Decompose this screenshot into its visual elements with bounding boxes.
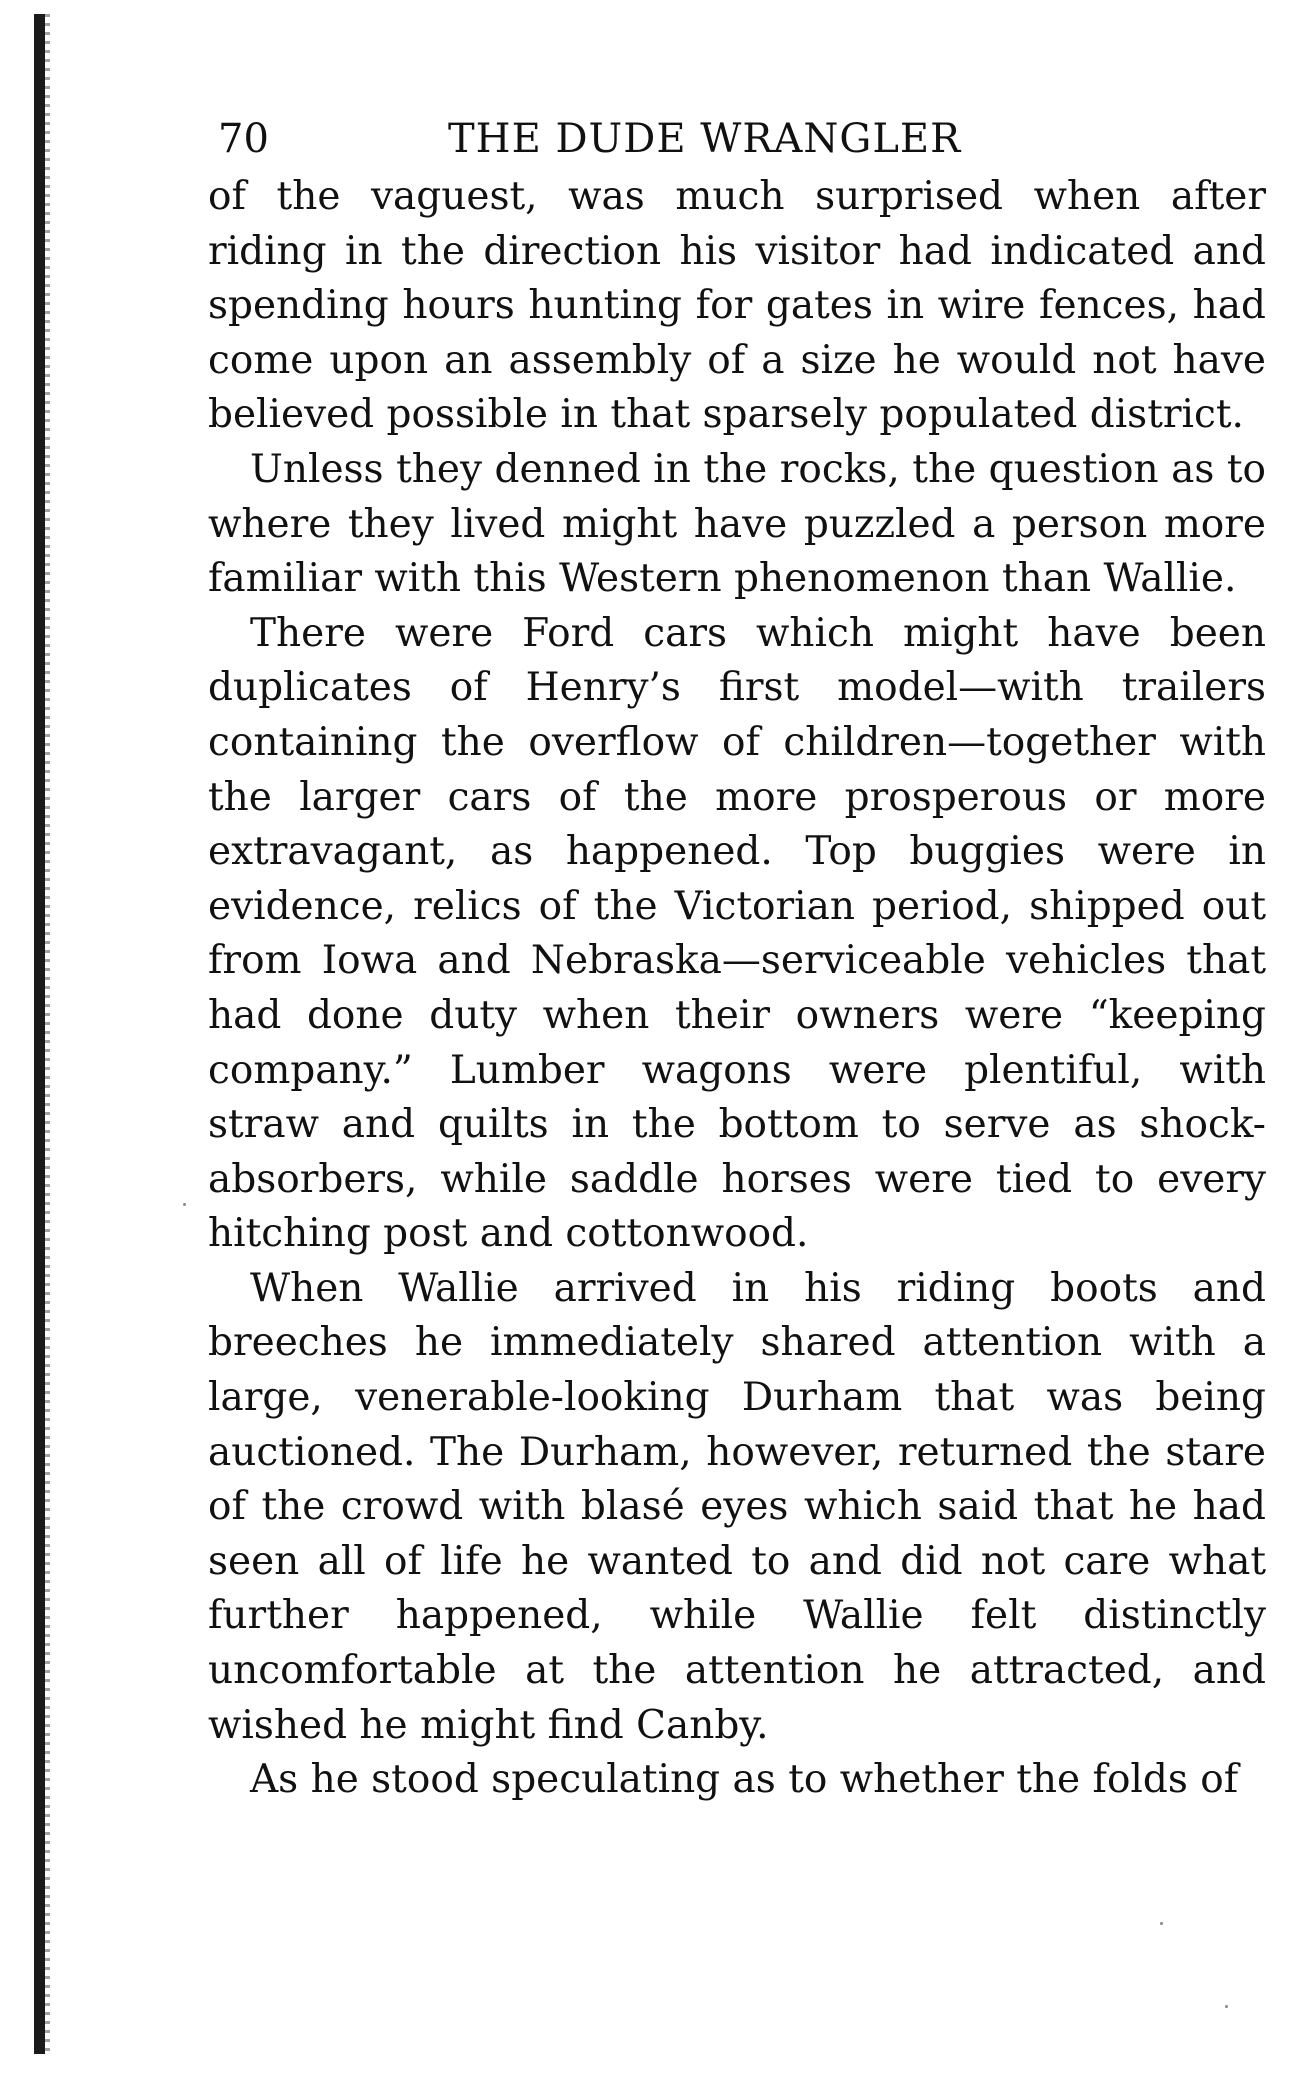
page-binding-edge: [34, 14, 45, 2054]
page-binding-shadow: [45, 14, 50, 2054]
running-title: THE DUDE WRANGLER: [448, 116, 962, 162]
page-number: 70: [218, 116, 269, 162]
print-speck: [1160, 1922, 1163, 1925]
body-text: [208, 170, 1266, 1808]
book-page: [208, 108, 1268, 1808]
paragraph: Unless they denned in the rocks, the question as to where they lived might have puzzled a person more familiar with this Western phenomenon than Wallie.: [208, 446, 1266, 602]
print-speck: [183, 1203, 186, 1206]
running-head: [208, 108, 1268, 170]
print-speck: [1225, 2005, 1228, 2008]
paragraph: of the vaguest, was much surprised when after riding in the direction his visitor had indicated and spending hours hunting for gates in wire fences, had come upon an assembly of a size he would not have believed possible in that sparsely populated district.: [208, 174, 1266, 438]
paragraph: When Wallie arrived in his riding boots and breeches he immediately shared attention with a large, venerable-looking Durham that was being auctioned. The Durham, however, returned the stare of the crowd with blasé eyes which said that he had seen all of life he wanted to and did not care what further happened, while Wallie felt distinctly uncomfortable at the attention he attracted, and wished he might find Canby.: [208, 1265, 1266, 1748]
paragraph: As he stood speculating as to whether the folds of: [250, 1757, 1239, 1803]
paragraph: There were Ford cars which might have been duplicates of Henry’s first model—with trailers containing the overflow of children—together with the larger cars of the more prosperous or more extravagant, as happened. Top buggies were in evidence, relics of the Victorian period, shipped out from Iowa and Nebraska—serviceable vehicles that had done duty when their owners were “keeping company.” Lumber wagons were plentiful, with straw and quilts in the bottom to serve as shock-absorbers, while saddle horses were tied to every hitching post and cottonwood.: [208, 610, 1266, 1257]
